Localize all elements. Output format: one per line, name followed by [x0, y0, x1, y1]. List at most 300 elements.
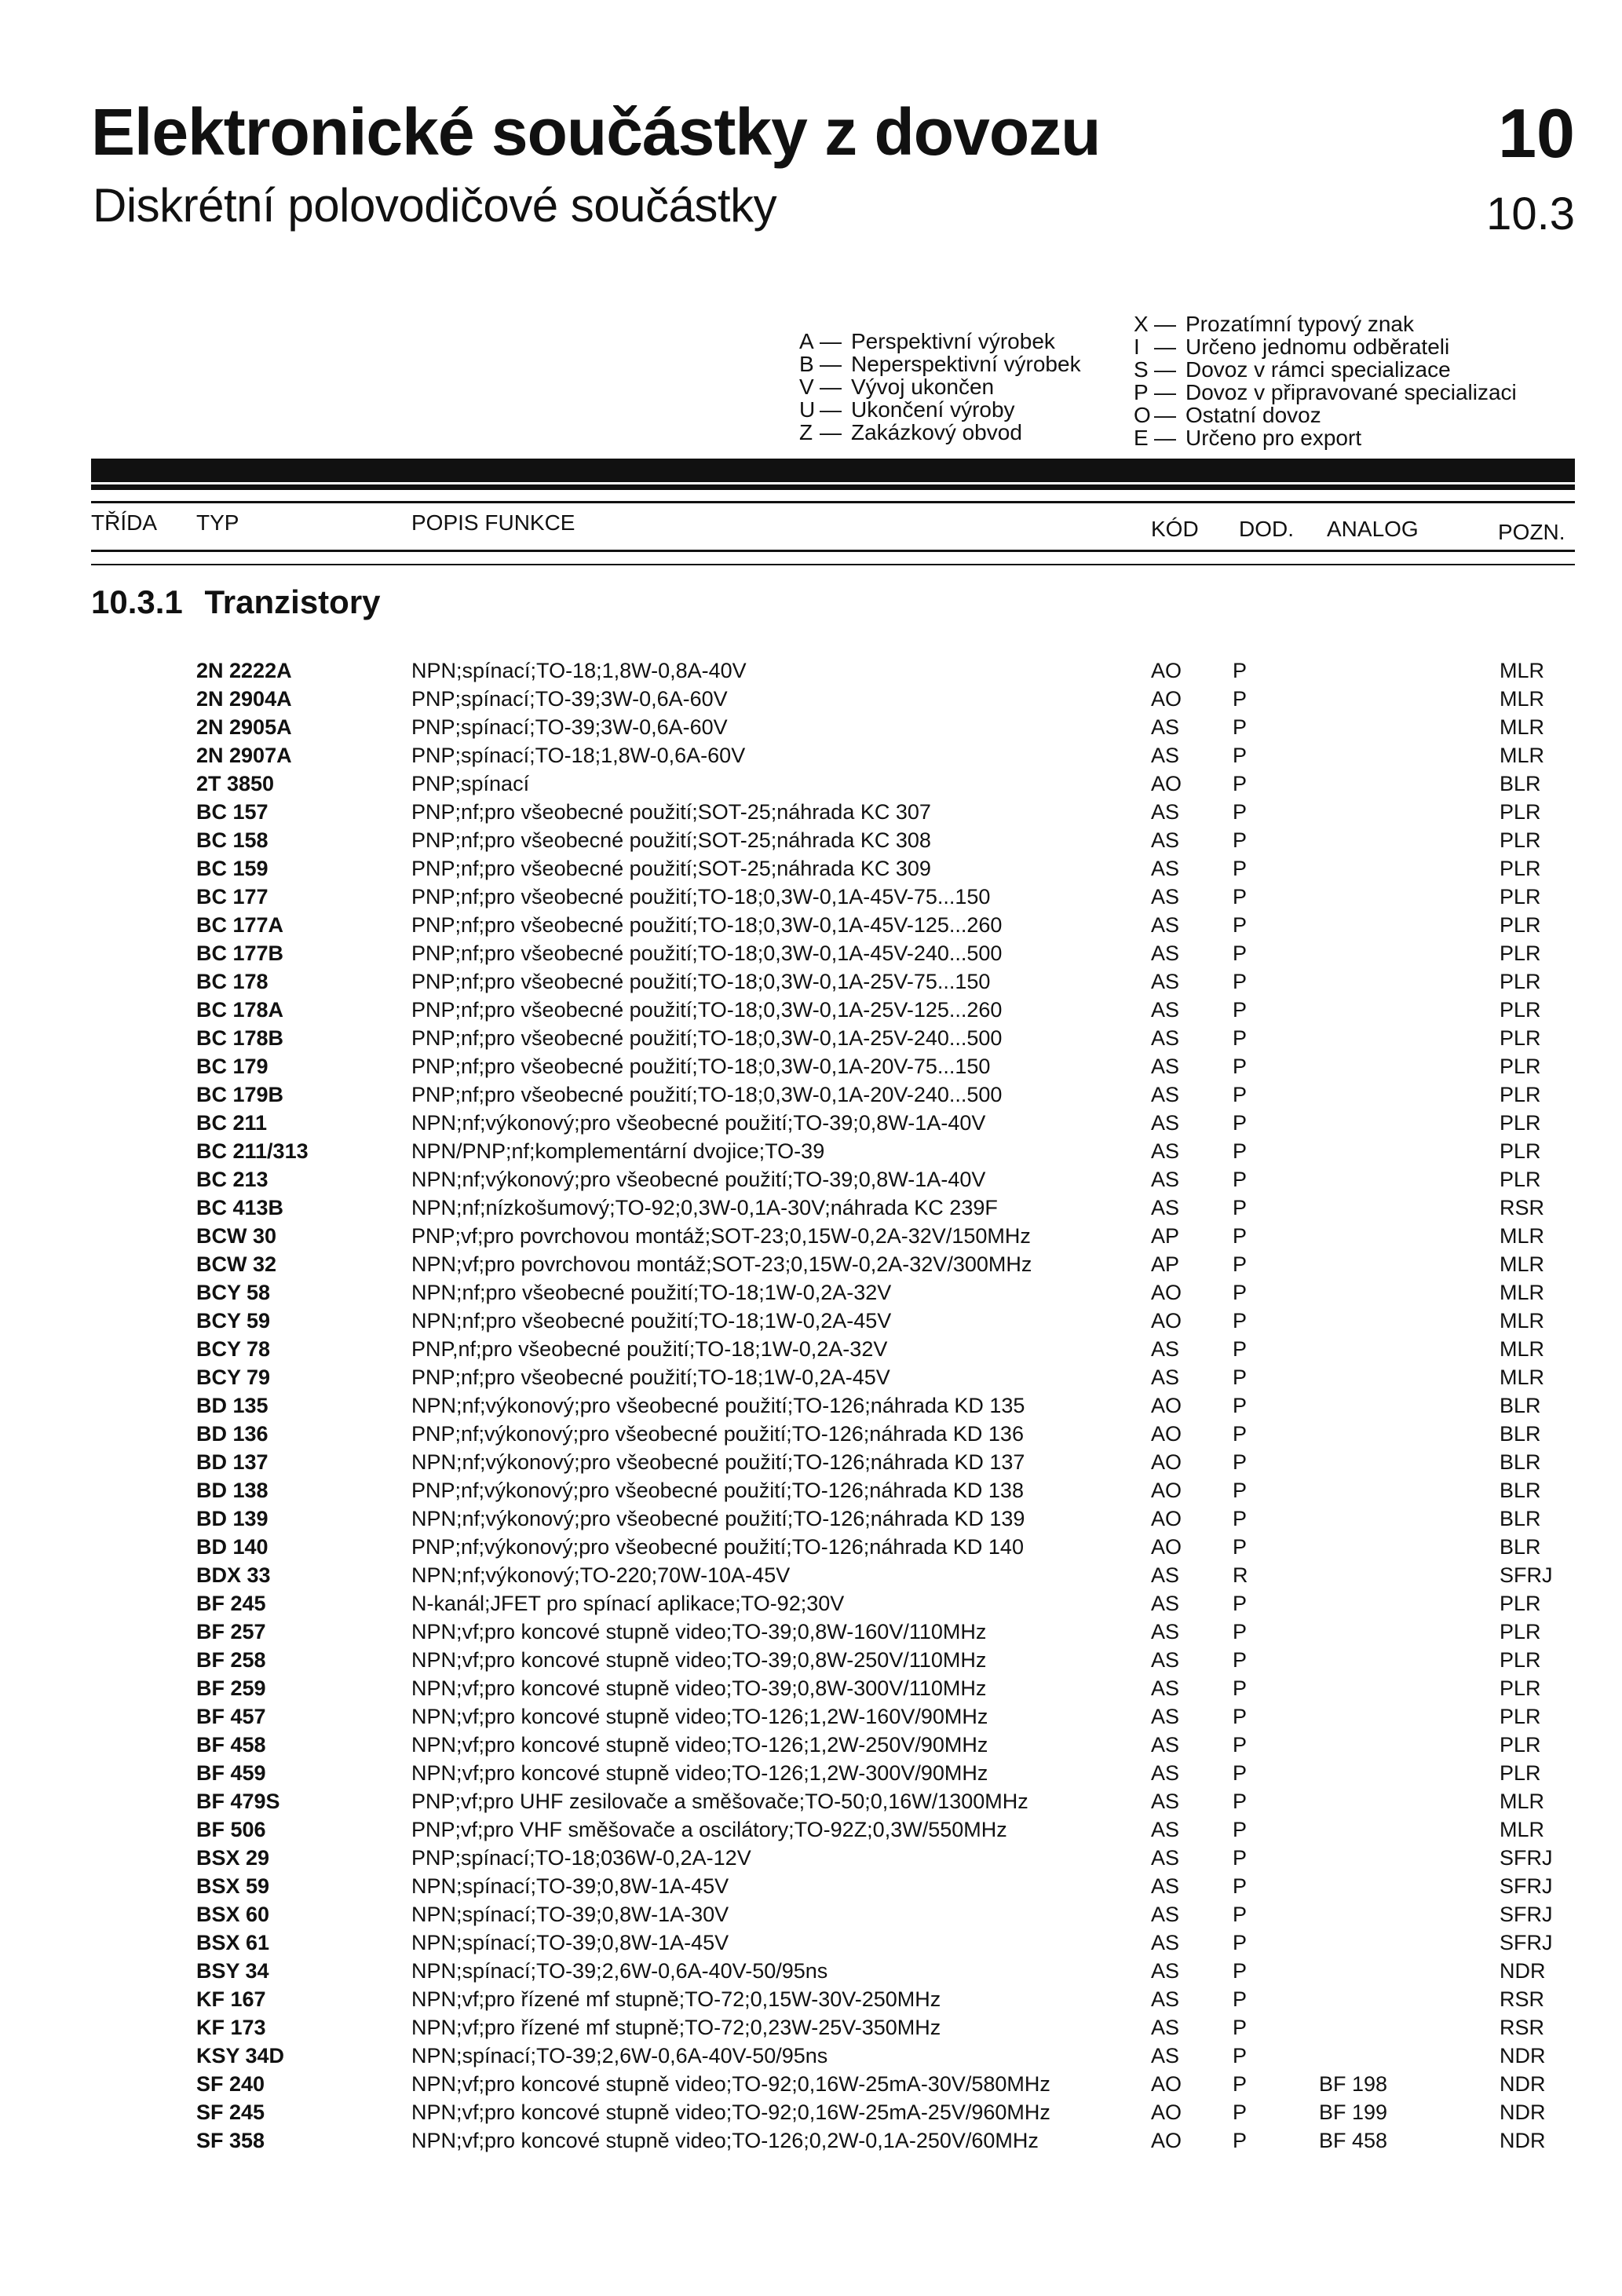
cell-pozn: PLR	[1500, 1592, 1541, 1615]
legend-code: Z	[799, 420, 813, 444]
cell-popis: PNP;vf;pro povrchovou montáž;SOT-23;0,15W-0,2A-32V/150MHz	[411, 1224, 1031, 1248]
legend-item	[799, 330, 1081, 353]
cell-popis: NPN;vf;pro koncové stupně video;TO-39;0,8W-250V/110MHz	[411, 1648, 987, 1672]
cell-popis: PNP;nf;pro všeobecné použití;TO-18;0,3W-0,1A-25V-240...500	[411, 1026, 1003, 1050]
cell-dod: P	[1233, 2129, 1248, 2152]
legend-item	[1134, 313, 1517, 335]
cell-pozn: PLR	[1500, 998, 1541, 1022]
cell-popis: PNP;nf;výkonový;pro všeobecné použití;TO-126;náhrada KD 136	[411, 1422, 1024, 1446]
cell-kod: AS	[1151, 941, 1180, 965]
cell-typ: BC 177B	[196, 941, 284, 965]
cell-kod: AS	[1151, 1648, 1180, 1672]
legend-code: S	[1134, 357, 1149, 382]
cell-dod: P	[1233, 1224, 1248, 1248]
column-header-pozn: POZN.	[1498, 520, 1565, 544]
cell-dod: P	[1233, 2044, 1248, 2067]
cell-kod: AS	[1151, 1366, 1180, 1389]
cell-kod: AS	[1151, 1026, 1180, 1050]
cell-pozn: BLR	[1500, 1394, 1541, 1417]
cell-dod: P	[1233, 1676, 1248, 1700]
cell-typ: KF 173	[196, 2016, 266, 2039]
cell-kod: AS	[1151, 857, 1180, 880]
table-row	[0, 1533, 1622, 1561]
cell-kod: AS	[1151, 800, 1180, 824]
cell-dod: P	[1233, 687, 1248, 711]
cell-popis: PNP;nf;pro všeobecné použití;SOT-25;náhrada KC 309	[411, 857, 931, 880]
cell-dod: P	[1233, 800, 1248, 824]
cell-popis: NPN;spínací;TO-39;0,8W-1A-45V	[411, 1931, 729, 1954]
cell-pozn: PLR	[1500, 828, 1541, 852]
cell-dod: P	[1233, 1479, 1248, 1502]
table-row	[0, 798, 1622, 826]
legend-item	[799, 375, 1081, 398]
table-row	[0, 1844, 1622, 1872]
cell-dod: P	[1233, 1846, 1248, 1870]
cell-popis: NPN;nf;pro všeobecné použití;TO-18;1W-0,2A-32V	[411, 1281, 892, 1304]
cell-typ: BF 457	[196, 1705, 266, 1728]
cell-popis: PNP;nf;výkonový;pro všeobecné použití;TO-126;náhrada KD 140	[411, 1535, 1024, 1559]
table-row	[0, 854, 1622, 883]
cell-typ: BF 506	[196, 1818, 266, 1841]
cell-pozn: BLR	[1500, 1535, 1541, 1559]
cell-dod: P	[1233, 1733, 1248, 1757]
cell-popis: NPN;spínací;TO-39;2,6W-0,6A-40V-50/95ns	[411, 1959, 828, 1983]
cell-kod: AO	[1151, 1450, 1182, 1474]
cell-pozn: PLR	[1500, 970, 1541, 993]
table-row	[0, 1957, 1622, 1985]
legend-left	[799, 330, 1081, 444]
cell-kod: AS	[1151, 2044, 1180, 2067]
legend-text: Perspektivní výrobek	[851, 329, 1055, 353]
cell-typ: BCY 59	[196, 1309, 271, 1333]
table-row	[0, 1250, 1622, 1278]
cell-popis: PNP;nf;pro všeobecné použití;TO-18;1W-0,2A-45V	[411, 1366, 890, 1389]
cell-dod: P	[1233, 715, 1248, 739]
legend-item	[1134, 358, 1517, 381]
table-row	[0, 1307, 1622, 1335]
cell-pozn: NDR	[1500, 2072, 1546, 2096]
legend-dash: —	[1154, 335, 1176, 359]
legend-text: Zakázkový obvod	[851, 420, 1022, 444]
cell-typ: BDX 33	[196, 1563, 271, 1587]
cell-dod: P	[1233, 1281, 1248, 1304]
table-row	[0, 2126, 1622, 2155]
legend-code: A	[799, 329, 814, 353]
cell-popis: PNP;nf;pro všeobecné použití;TO-18;0,3W-0,1A-45V-75...150	[411, 885, 991, 909]
column-header-popis: POPIS FUNKCE	[411, 510, 575, 535]
cell-pozn: PLR	[1500, 857, 1541, 880]
cell-typ: 2N 2905A	[196, 715, 292, 739]
cell-dod: P	[1233, 1620, 1248, 1643]
table-row	[0, 1815, 1622, 1844]
cell-typ: BCY 79	[196, 1366, 271, 1389]
cell-popis: PNP;spínací;TO-18;1,8W-0,6A-60V	[411, 744, 746, 767]
cell-kod: AS	[1151, 1761, 1180, 1785]
cell-popis: PNP;nf;pro všeobecné použití;TO-18;0,3W-0,1A-45V-125...260	[411, 913, 1003, 937]
header-rule-top	[91, 501, 1575, 503]
cell-pozn: SFRJ	[1500, 1903, 1553, 1926]
cell-pozn: PLR	[1500, 1168, 1541, 1191]
cell-popis: NPN/PNP;nf;komplementární dvojice;TO-39	[411, 1139, 825, 1163]
cell-pozn: BLR	[1500, 1422, 1541, 1446]
table-row	[0, 1589, 1622, 1618]
cell-dod: P	[1233, 1535, 1248, 1559]
cell-dod: P	[1233, 1394, 1248, 1417]
cell-kod: AS	[1151, 1196, 1180, 1219]
table-row	[0, 713, 1622, 741]
cell-pozn: PLR	[1500, 1139, 1541, 1163]
cell-pozn: MLR	[1500, 1790, 1545, 1813]
cell-kod: AS	[1151, 1733, 1180, 1757]
cell-pozn: PLR	[1500, 1026, 1541, 1050]
table-row	[0, 1504, 1622, 1533]
legend-code: P	[1134, 380, 1149, 404]
section-heading-number: 10.3.1	[91, 583, 183, 620]
cell-pozn: PLR	[1500, 1676, 1541, 1700]
cell-typ: BC 179B	[196, 1083, 284, 1106]
cell-dod: P	[1233, 1450, 1248, 1474]
cell-kod: AP	[1151, 1224, 1180, 1248]
cell-typ: BC 211/313	[196, 1139, 309, 1163]
cell-pozn: PLR	[1500, 1761, 1541, 1785]
legend-code: I	[1134, 335, 1140, 359]
cell-pozn: NDR	[1500, 2129, 1546, 2152]
cell-kod: AS	[1151, 1055, 1180, 1078]
table-row	[0, 1561, 1622, 1589]
legend-code: E	[1134, 426, 1149, 450]
cell-popis: NPN;vf;pro koncové stupně video;TO-126;0,2W-0,1A-250V/60MHz	[411, 2129, 1039, 2152]
cell-pozn: SFRJ	[1500, 1563, 1553, 1587]
legend-code: V	[799, 375, 814, 399]
cell-typ: BF 259	[196, 1676, 266, 1700]
cell-popis: NPN;nf;výkonový;TO-220;70W-10A-45V	[411, 1563, 791, 1587]
table-row	[0, 1448, 1622, 1476]
cell-dod: P	[1233, 1987, 1248, 2011]
table-row	[0, 996, 1622, 1024]
legend-dash: —	[1154, 380, 1176, 404]
table-row	[0, 1109, 1622, 1137]
cell-typ: BC 178B	[196, 1026, 284, 1050]
section-heading	[91, 583, 381, 620]
cell-dod: P	[1233, 1337, 1248, 1361]
cell-kod: AS	[1151, 744, 1180, 767]
legend-text: Určeno pro export	[1185, 426, 1362, 450]
legend-item	[1134, 426, 1517, 449]
cell-popis: NPN;vf;pro koncové stupně video;TO-126;1,2W-300V/90MHz	[411, 1761, 988, 1785]
cell-dod: P	[1233, 1648, 1248, 1672]
cell-kod: AS	[1151, 1931, 1180, 1954]
cell-popis: NPN;vf;pro koncové stupně video;TO-92;0,16W-25mA-25V/960MHz	[411, 2100, 1050, 2124]
cell-typ: BC 179	[196, 1055, 269, 1078]
legend-code: B	[799, 352, 814, 376]
cell-kod: AO	[1151, 1394, 1182, 1417]
legend-item	[799, 398, 1081, 421]
table-row	[0, 911, 1622, 939]
cell-pozn: NDR	[1500, 2100, 1546, 2124]
cell-typ: BSX 29	[196, 1846, 270, 1870]
cell-dod: P	[1233, 1874, 1248, 1898]
cell-popis: PNP;nf;pro všeobecné použití;TO-18;0,3W-0,1A-45V-240...500	[411, 941, 1003, 965]
cell-kod: AO	[1151, 2100, 1182, 2124]
cell-pozn: MLR	[1500, 1224, 1545, 1248]
cell-dod: P	[1233, 998, 1248, 1022]
table-row	[0, 1618, 1622, 1646]
cell-dod: P	[1233, 1422, 1248, 1446]
cell-popis: NPN;vf;pro povrchovou montáž;SOT-23;0,15W-0,2A-32V/300MHz	[411, 1252, 1032, 1276]
cell-typ: BCW 30	[196, 1224, 277, 1248]
table-row	[0, 2013, 1622, 2042]
cell-kod: AP	[1151, 1252, 1180, 1276]
table-row	[0, 1420, 1622, 1448]
legend-item	[1134, 335, 1517, 358]
cell-pozn: SFRJ	[1500, 1874, 1553, 1898]
cell-pozn: BLR	[1500, 1450, 1541, 1474]
legend-text: Ostatní dovoz	[1185, 403, 1321, 427]
cell-typ: 2N 2222A	[196, 659, 292, 682]
cell-popis: PNP;nf;pro všeobecné použití;TO-18;0,3W-0,1A-20V-75...150	[411, 1055, 991, 1078]
cell-popis: NPN;nf;výkonový;pro všeobecné použití;TO-39;0,8W-1A-40V	[411, 1168, 986, 1191]
cell-popis: PNP,nf;pro všeobecné použití;TO-18;1W-0,2A-32V	[411, 1337, 888, 1361]
cell-kod: AS	[1151, 715, 1180, 739]
cell-typ: BD 140	[196, 1535, 269, 1559]
cell-pozn: MLR	[1500, 1252, 1545, 1276]
cell-dod: P	[1233, 1507, 1248, 1530]
cell-dod: P	[1233, 2100, 1248, 2124]
cell-typ: BF 245	[196, 1592, 266, 1615]
cell-kod: AS	[1151, 1790, 1180, 1813]
cell-pozn: MLR	[1500, 1366, 1545, 1389]
cell-typ: KSY 34D	[196, 2044, 285, 2067]
header-thick-rule	[91, 459, 1575, 490]
cell-typ: BSX 60	[196, 1903, 270, 1926]
cell-typ: BD 135	[196, 1394, 269, 1417]
cell-kod: AS	[1151, 1959, 1180, 1983]
cell-popis: PNP;nf;pro všeobecné použití;TO-18;0,3W-0,1A-25V-75...150	[411, 970, 991, 993]
table-row	[0, 1646, 1622, 1674]
cell-typ: BC 413B	[196, 1196, 284, 1219]
cell-kod: AS	[1151, 2016, 1180, 2039]
cell-kod: AS	[1151, 1563, 1180, 1587]
cell-kod: AS	[1151, 1818, 1180, 1841]
cell-pozn: MLR	[1500, 1309, 1545, 1333]
cell-pozn: MLR	[1500, 744, 1545, 767]
table-row	[0, 1900, 1622, 1929]
cell-typ: BC 177A	[196, 913, 284, 937]
cell-pozn: PLR	[1500, 1111, 1541, 1135]
table-row	[0, 1674, 1622, 1702]
cell-popis: NPN;vf;pro řízené mf stupně;TO-72;0,15W-30V-250MHz	[411, 1987, 941, 2011]
cell-pozn: MLR	[1500, 1337, 1545, 1361]
cell-typ: 2N 2907A	[196, 744, 292, 767]
cell-kod: AO	[1151, 1535, 1182, 1559]
legend-dash: —	[1154, 357, 1176, 382]
cell-typ: BD 139	[196, 1507, 269, 1530]
cell-kod: AS	[1151, 1676, 1180, 1700]
cell-typ: BC 159	[196, 857, 269, 880]
cell-kod: AS	[1151, 998, 1180, 1022]
cell-typ: 2T 3850	[196, 772, 275, 795]
cell-typ: BSX 61	[196, 1931, 270, 1954]
table-row	[0, 656, 1622, 685]
chapter-number: 10	[1498, 94, 1575, 172]
cell-dod: P	[1233, 772, 1248, 795]
cell-typ: SF 240	[196, 2072, 265, 2096]
cell-pozn: NDR	[1500, 2044, 1546, 2067]
legend-code: O	[1134, 403, 1151, 427]
legend-dash: —	[820, 329, 842, 353]
cell-pozn: PLR	[1500, 1620, 1541, 1643]
table-row	[0, 1702, 1622, 1731]
cell-kod: AO	[1151, 1422, 1182, 1446]
cell-kod: AO	[1151, 2072, 1182, 2096]
cell-typ: SF 358	[196, 2129, 265, 2152]
table-row	[0, 1391, 1622, 1420]
cell-popis: NPN;nf;výkonový;pro všeobecné použití;TO-126;náhrada KD 137	[411, 1450, 1025, 1474]
table-row	[0, 2098, 1622, 2126]
cell-popis: NPN;vf;pro koncové stupně video;TO-126;1,2W-160V/90MHz	[411, 1705, 988, 1728]
legend-item	[799, 353, 1081, 375]
cell-kod: AO	[1151, 687, 1182, 711]
legend-text: Dovoz v připravované specializaci	[1185, 380, 1517, 404]
cell-dod: P	[1233, 857, 1248, 880]
cell-pozn: SFRJ	[1500, 1846, 1553, 1870]
cell-popis: NPN;vf;pro koncové stupně video;TO-126;1,2W-250V/90MHz	[411, 1733, 988, 1757]
legend-item	[1134, 404, 1517, 426]
cell-kod: AS	[1151, 970, 1180, 993]
cell-popis: PNP;nf;pro všeobecné použití;TO-18;0,3W-0,1A-25V-125...260	[411, 998, 1003, 1022]
cell-kod: AS	[1151, 1592, 1180, 1615]
cell-popis: NPN;spínací;TO-18;1,8W-0,8A-40V	[411, 659, 747, 682]
table-row	[0, 1335, 1622, 1363]
legend-dash: —	[820, 420, 842, 444]
legend-text: Určeno jednomu odběrateli	[1185, 335, 1450, 359]
cell-dod: P	[1233, 1139, 1248, 1163]
column-header-analog: ANALOG	[1327, 517, 1419, 541]
cell-popis: PNP;spínací;TO-18;036W-0,2A-12V	[411, 1846, 751, 1870]
cell-typ: KF 167	[196, 1987, 266, 2011]
cell-pozn: SFRJ	[1500, 1931, 1553, 1954]
table-row	[0, 1476, 1622, 1504]
cell-kod: AS	[1151, 1705, 1180, 1728]
cell-pozn: RSR	[1500, 1987, 1545, 2011]
section-number: 10.3	[1486, 188, 1575, 239]
cell-dod: P	[1233, 1931, 1248, 1954]
cell-kod: AS	[1151, 913, 1180, 937]
cell-pozn: BLR	[1500, 1507, 1541, 1530]
table-row	[0, 2070, 1622, 2098]
cell-kod: AO	[1151, 1479, 1182, 1502]
cell-kod: AS	[1151, 1139, 1180, 1163]
cell-dod: P	[1233, 1252, 1248, 1276]
cell-kod: AS	[1151, 828, 1180, 852]
cell-popis: NPN;nf;nízkošumový;TO-92;0,3W-0,1A-30V;náhrada KC 239F	[411, 1196, 998, 1219]
table-row	[0, 1222, 1622, 1250]
cell-pozn: PLR	[1500, 1733, 1541, 1757]
cell-typ: BCY 78	[196, 1337, 271, 1361]
column-header-dod: DOD.	[1239, 517, 1294, 541]
cell-kod: AS	[1151, 1111, 1180, 1135]
table-row	[0, 1872, 1622, 1900]
cell-dod: P	[1233, 1168, 1248, 1191]
table-row	[0, 1165, 1622, 1194]
legend-dash: —	[820, 352, 842, 376]
cell-popis: PNP;nf;výkonový;pro všeobecné použití;TO-126;náhrada KD 138	[411, 1479, 1024, 1502]
table-row	[0, 1194, 1622, 1222]
table-row	[0, 1080, 1622, 1109]
cell-pozn: PLR	[1500, 1055, 1541, 1078]
cell-popis: PNP;vf;pro VHF směšovače a oscilátory;TO-92Z;0,3W/550MHz	[411, 1818, 1007, 1841]
legend-dash: —	[1154, 403, 1176, 427]
legend-item	[799, 421, 1081, 444]
cell-typ: BC 211	[196, 1111, 268, 1135]
cell-popis: NPN;vf;pro koncové stupně video;TO-92;0,16W-25mA-30V/580MHz	[411, 2072, 1050, 2096]
cell-pozn: BLR	[1500, 1479, 1541, 1502]
table-row	[0, 967, 1622, 996]
cell-popis: N-kanál;JFET pro spínací aplikace;TO-92;30V	[411, 1592, 845, 1615]
cell-dod: P	[1233, 1705, 1248, 1728]
cell-pozn: PLR	[1500, 913, 1541, 937]
cell-typ: BC 213	[196, 1168, 269, 1191]
table-row	[0, 1985, 1622, 2013]
cell-kod: AS	[1151, 1903, 1180, 1926]
page-subtitle: Diskrétní polovodičové součástky	[93, 179, 777, 232]
cell-typ: BD 136	[196, 1422, 269, 1446]
cell-dod: P	[1233, 941, 1248, 965]
cell-dod: P	[1233, 970, 1248, 993]
cell-pozn: RSR	[1500, 1196, 1545, 1219]
cell-typ: BF 257	[196, 1620, 266, 1643]
cell-pozn: MLR	[1500, 659, 1545, 682]
cell-typ: BCW 32	[196, 1252, 277, 1276]
cell-popis: PNP;nf;pro všeobecné použití;SOT-25;náhrada KC 307	[411, 800, 931, 824]
table-row	[0, 1929, 1622, 1957]
cell-dod: P	[1233, 2072, 1248, 2096]
header-rule-section	[91, 564, 1575, 565]
legend-dash: —	[1154, 312, 1176, 336]
cell-kod: AO	[1151, 1507, 1182, 1530]
cell-dod: P	[1233, 1790, 1248, 1813]
cell-typ: BF 258	[196, 1648, 266, 1672]
cell-typ: BF 458	[196, 1733, 266, 1757]
legend-dash: —	[1154, 426, 1176, 450]
cell-typ: 2N 2904A	[196, 687, 292, 711]
cell-kod: AS	[1151, 1083, 1180, 1106]
cell-typ: BD 137	[196, 1450, 269, 1474]
legend-code: U	[799, 397, 816, 422]
cell-dod: P	[1233, 1111, 1248, 1135]
table-row	[0, 939, 1622, 967]
cell-kod: AO	[1151, 1281, 1182, 1304]
cell-pozn: PLR	[1500, 885, 1541, 909]
cell-typ: BF 479S	[196, 1790, 280, 1813]
cell-popis: NPN;vf;pro koncové stupně video;TO-39;0,8W-300V/110MHz	[411, 1676, 987, 1700]
cell-kod: AO	[1151, 659, 1182, 682]
cell-kod: AS	[1151, 1620, 1180, 1643]
table-row	[0, 1024, 1622, 1052]
legend-text: Prozatímní typový znak	[1185, 312, 1415, 336]
legend-item	[1134, 381, 1517, 404]
table-row	[0, 770, 1622, 798]
cell-typ: SF 245	[196, 2100, 265, 2124]
cell-typ: BSX 59	[196, 1874, 270, 1898]
cell-dod: P	[1233, 1309, 1248, 1333]
cell-dod: P	[1233, 1761, 1248, 1785]
cell-typ: BCY 58	[196, 1281, 271, 1304]
cell-kod: AS	[1151, 1987, 1180, 2011]
cell-pozn: PLR	[1500, 1705, 1541, 1728]
cell-popis: NPN;nf;pro všeobecné použití;TO-18;1W-0,2A-45V	[411, 1309, 892, 1333]
cell-dod: P	[1233, 2016, 1248, 2039]
